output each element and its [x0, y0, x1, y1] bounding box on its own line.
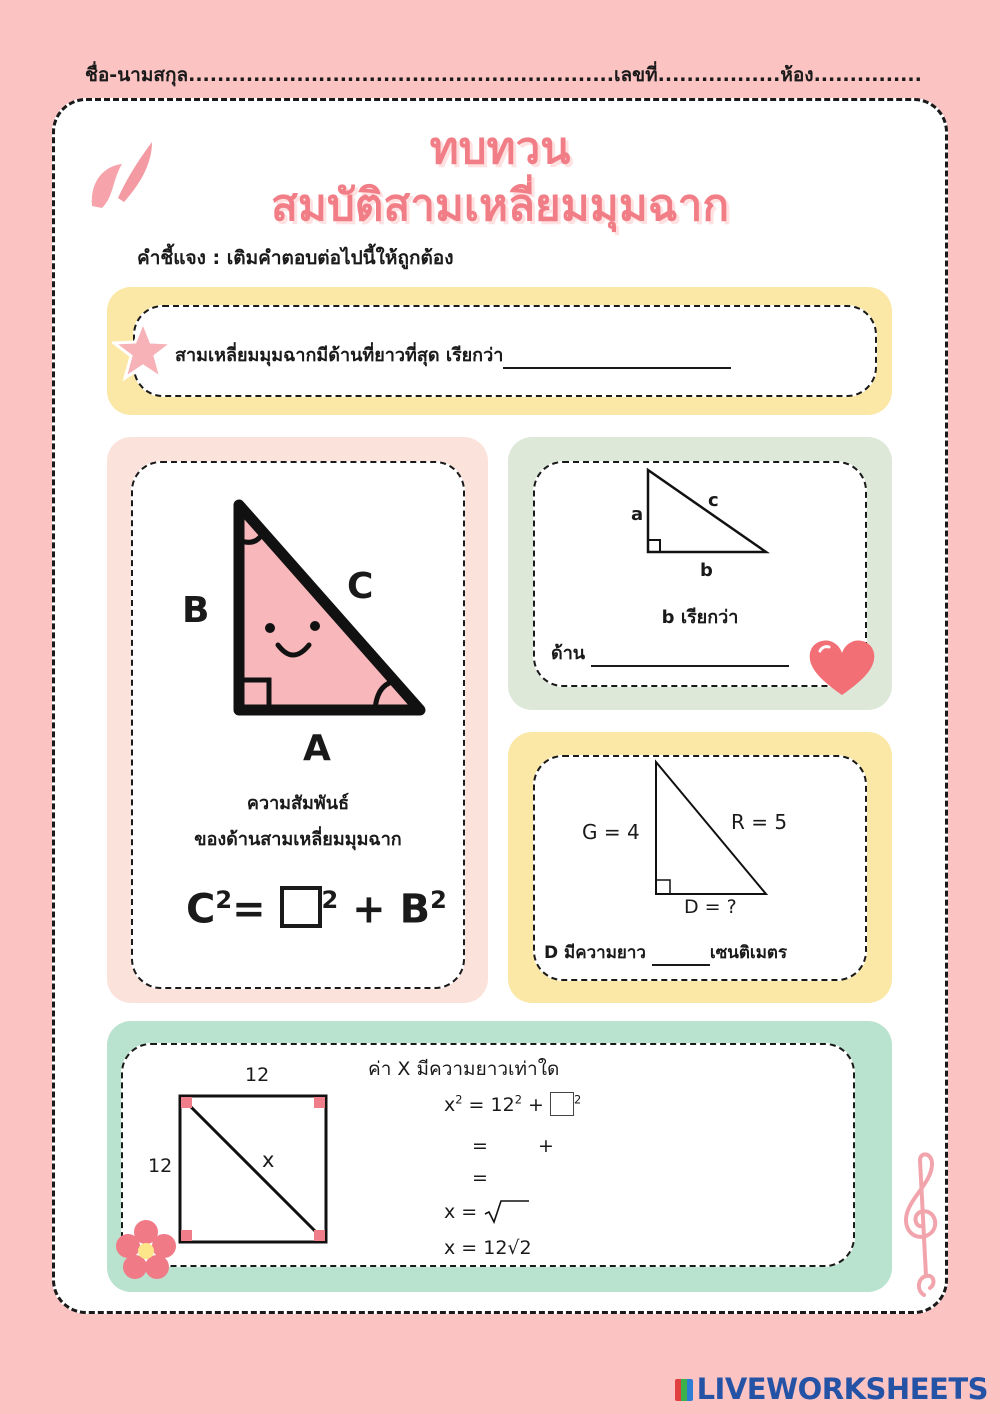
room-label: ห้อง [780, 64, 814, 86]
calc-row-4 [444, 1199, 531, 1225]
treble-clef-icon [898, 1150, 946, 1300]
length-label-r: R = 5 [731, 810, 788, 834]
calc-row1-eq: = 12 [468, 1094, 515, 1116]
calc-row2-eq: = [472, 1135, 488, 1157]
square-diagonal-icon [174, 1090, 334, 1250]
relation-caption-1: ความสัมพันธ์ [246, 793, 350, 814]
smiling-triangle-icon [225, 495, 435, 725]
calc-row1-exp: 2 [455, 1092, 463, 1107]
formula-exp-2: 2 [321, 886, 339, 914]
length-question [544, 939, 787, 966]
number-label: เลขที่ [613, 64, 658, 86]
side-answer-blank[interactable] [591, 643, 789, 667]
length-question-suffix: เซนติเมตร [709, 943, 788, 963]
formula-exp-1: 2 [215, 886, 233, 914]
square-left-side: 12 [148, 1155, 173, 1177]
name-field[interactable]: ........................................................... [188, 64, 614, 86]
liveworksheets-logo[interactable] [675, 1372, 988, 1406]
heart-icon [806, 637, 878, 699]
label-c: C [347, 566, 374, 607]
square-question: ค่า X มีความยาวเท่าใด [368, 1058, 560, 1080]
calc-row4-text: x = [444, 1201, 478, 1223]
title-line-1: ทบทวน [429, 123, 571, 174]
label-a: A [303, 728, 331, 769]
calc-row2-plus: + [538, 1135, 554, 1157]
number-field[interactable]: ................. [657, 64, 781, 86]
calc-row1-exp2: 2 [514, 1092, 522, 1107]
student-info-line [85, 60, 922, 90]
calc-row3-eq: = [472, 1167, 488, 1189]
relation-caption-2: ของด้านสามเหลี่ยมมุมฉาก [194, 829, 402, 850]
star-icon [112, 320, 174, 382]
instruction: คำชี้แจง : เติมคำตอบต่อไปนี้ให้ถูกต้อง [137, 247, 454, 269]
room-field[interactable]: ............... [813, 64, 922, 86]
side-label-b: b [700, 560, 713, 581]
right-triangle-abc-icon [640, 464, 775, 559]
length-question-prefix: D มีความยาว [544, 943, 646, 963]
brand-text: LIVEWORKSHEETS [696, 1372, 988, 1406]
liveworksheets-logo-icon [675, 1379, 693, 1401]
calc-row1-answer-box[interactable] [550, 1092, 574, 1116]
side-label-c: c [708, 490, 719, 511]
title-line-2: สมบัติสามเหลี่ยมมุมฉาก [270, 180, 730, 231]
formula-c: C [186, 886, 216, 933]
side-answer-prefix: ด้าน [551, 643, 586, 664]
name-label: ชื่อ-นามสกุล [85, 64, 189, 86]
formula-exp-3: 2 [430, 886, 447, 914]
formula-plus-b: + B [352, 886, 431, 933]
square-root-icon [483, 1199, 531, 1225]
label-b: B [182, 590, 210, 631]
length-label-d: D = ? [684, 896, 737, 918]
square-top-side: 12 [245, 1064, 270, 1086]
question1-prompt: สามเหลี่ยมมุมฉากมีด้านที่ยาวที่สุด เรียกว่า [175, 345, 504, 366]
formula-answer-box[interactable] [280, 886, 322, 928]
calc-row1-plus: + [527, 1094, 544, 1116]
calc-row-1 [444, 1092, 581, 1116]
question1-text [175, 340, 731, 369]
formula-equals: = [232, 886, 266, 933]
side-answer-line [551, 638, 789, 667]
calc-row1-x: x [444, 1094, 456, 1116]
pythagoras-formula [186, 886, 447, 932]
question1-answer-blank[interactable] [503, 343, 731, 369]
square-diagonal-label: x [262, 1148, 275, 1172]
length-label-g: G = 4 [582, 820, 640, 844]
side-question: b เรียกว่า [661, 607, 739, 628]
flower-icon [114, 1218, 178, 1282]
side-label-a: a [631, 504, 644, 525]
calc-row-5: x = 12√2 [444, 1237, 532, 1259]
length-answer-blank[interactable] [652, 944, 710, 966]
calc-row1-exp3: 2 [573, 1092, 582, 1107]
